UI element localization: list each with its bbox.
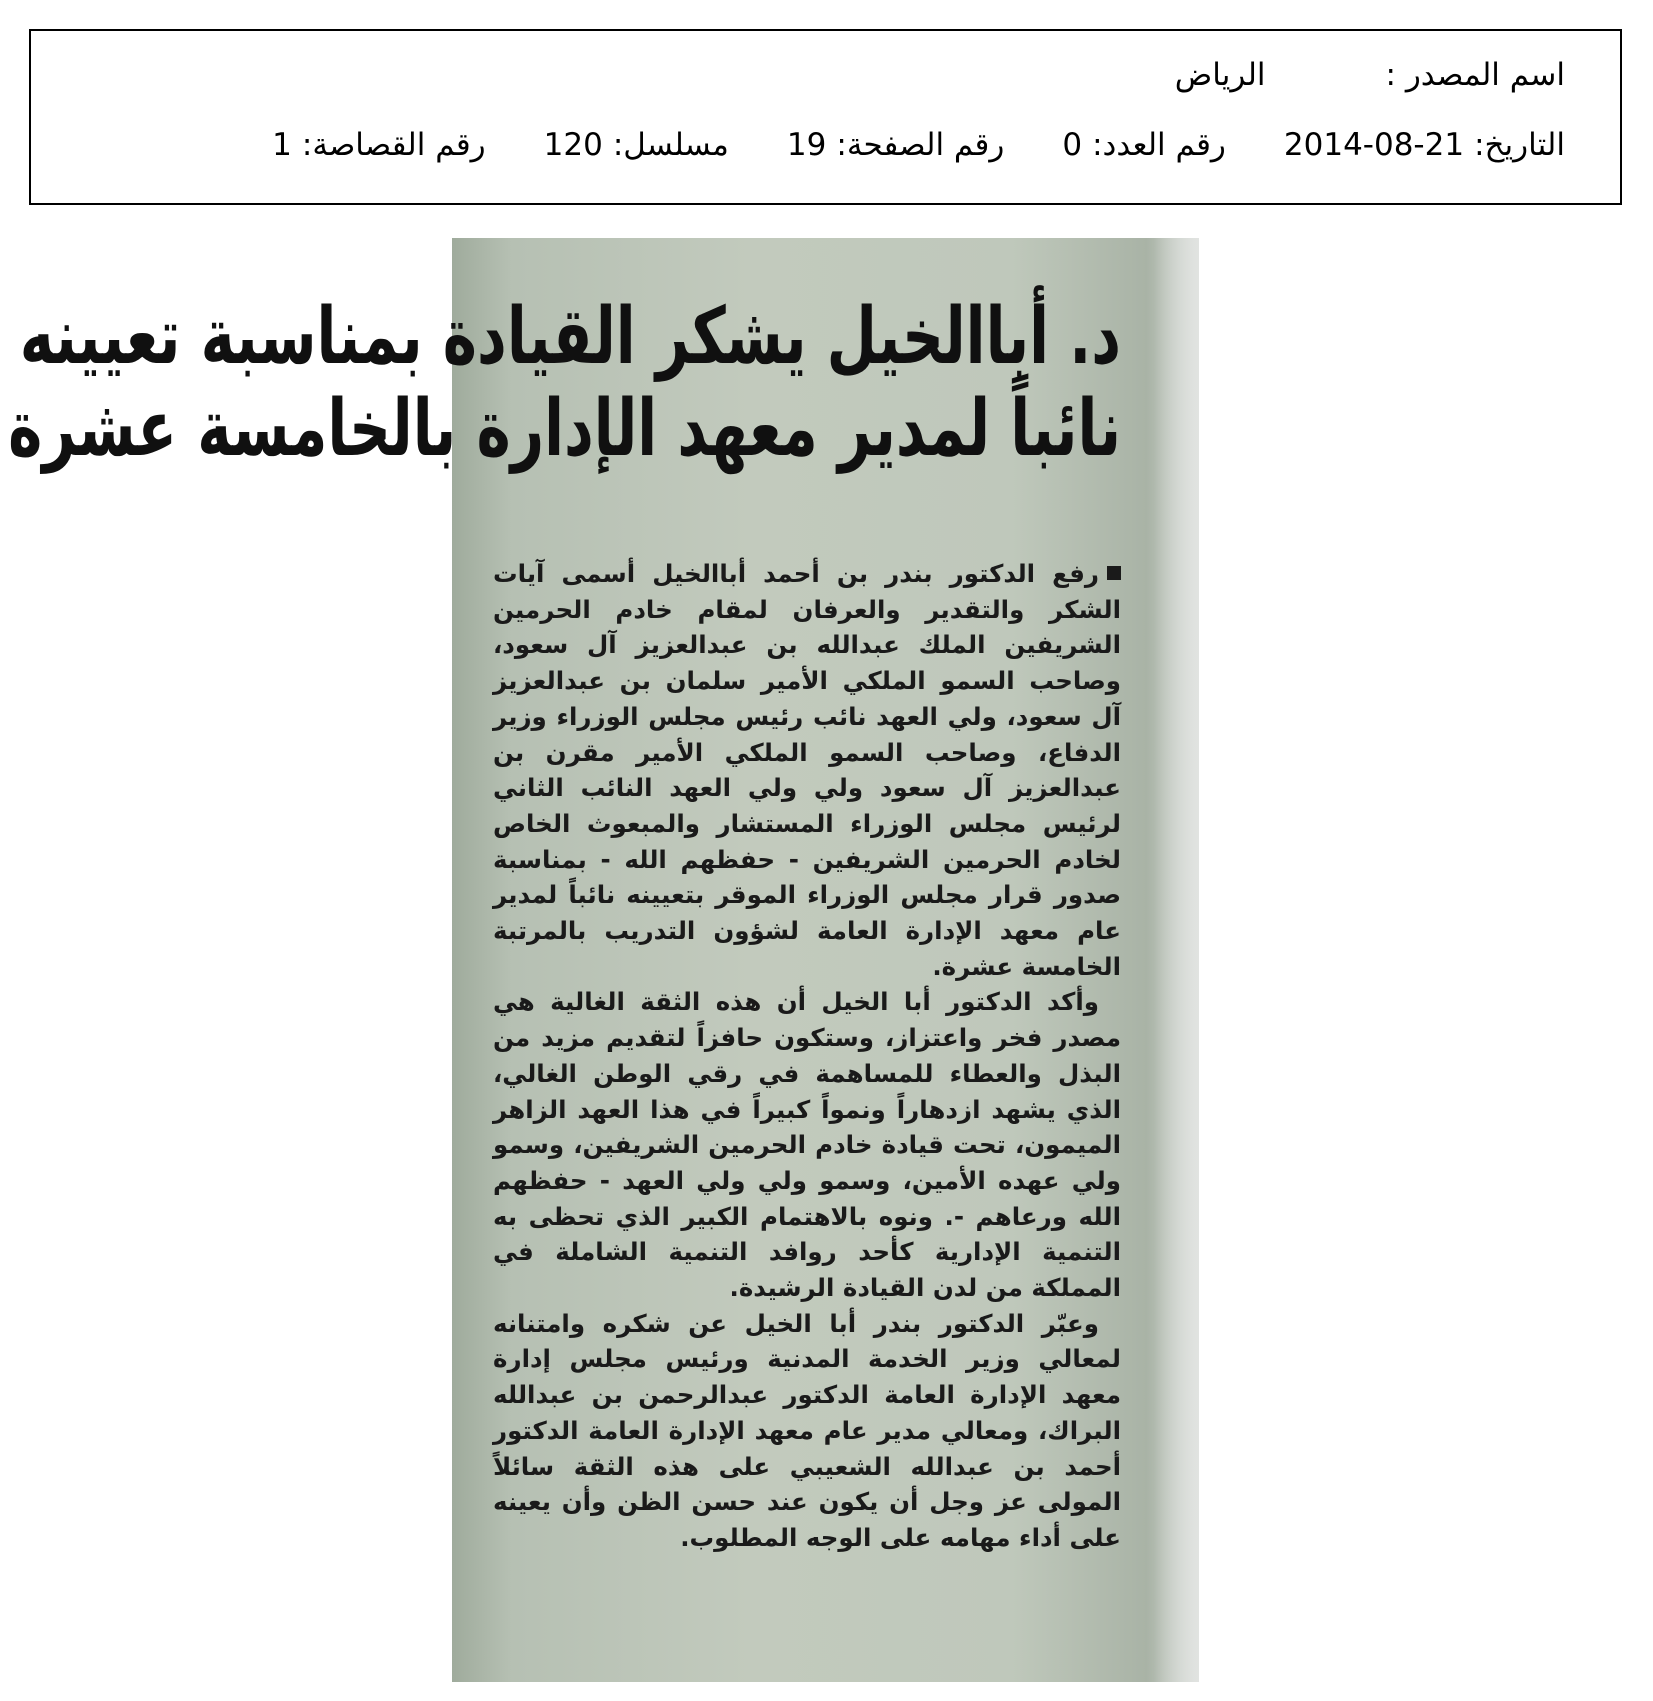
date-field: [1284, 127, 1565, 163]
date-value: 2014-08-21: [1283, 127, 1465, 163]
article-body: [493, 556, 1121, 1556]
article-paragraph-3: وعبّر الدكتور بندر أبا الخيل عن شكره وامتنانه لمعالي وزير الخدمة المدنية ورئيس مجلس إدارة معهد الإدارة العامة الدكتور عبدالرحمن بن عبدالله البراك، ومعالي مدير عام معهد الإدارة العامة الدكتور أحمد بن عبدالله الشعيبي على هذه الثقة سائلاً المولى عز وجل أن يكون عند حسن الظن وأن يعينه على أداء مهامه على الوجه المطلوب.: [493, 1308, 1121, 1552]
page-field: [787, 127, 1004, 163]
article-paragraph-2: وأكد الدكتور أبا الخيل أن هذه الثقة الغالية هي مصدر فخر واعتزاز، وستكون حافزاً لتقديم مزيد من البذل والعطاء للمساهمة في رقي الوطن الغالي، الذي يشهد ازدهاراً ونمواً كبيراً في هذا العهد الزاهر الميمون، تحت قيادة خادم الحرمين الشريفين، وسمو ولي عهده الأمين، وسمو ولي ولي العهد - حفظهم الله ورعاهم -. ونوه بالاهتمام الكبير الذي تحظى به التنمية الإدارية كأحد روافد التنمية الشاملة في المملكة من لدن القيادة الرشيدة.: [493, 987, 1121, 1303]
page-value: 19: [786, 127, 827, 163]
source-row: [1175, 57, 1565, 93]
serial-value: 120: [543, 127, 603, 163]
headline-line-1: د. أباالخيل يشكر القيادة بمناسبة تعيينه: [19, 290, 1121, 382]
issue-value: 0: [1062, 127, 1083, 163]
clip-field: [272, 127, 485, 163]
issue-field: [1062, 127, 1226, 163]
serial-field: [544, 127, 729, 163]
headline-line-2: نائباً لمدير معهد الإدارة بالخامسة عشرة: [8, 382, 1121, 474]
clip-value: 1: [272, 127, 292, 163]
clip-label: رقم القصاصة:: [301, 127, 486, 163]
page-label: رقم الصفحة:: [836, 127, 1005, 163]
article-headline: [8, 290, 1121, 474]
issue-label: رقم العدد:: [1092, 127, 1226, 163]
serial-label: مسلسل:: [612, 127, 729, 163]
source-value: الرياض: [1174, 57, 1266, 93]
clipping-metadata-box: [29, 29, 1622, 205]
paragraph-1-text: رفع الدكتور بندر بن أحمد أباالخيل أسمى آيات الشكر والتقدير والعرفان لمقام خادم الحرمين الشريفين الملك عبدالله بن عبدالعزيز آل سعود، وصاحب السمو الملكي الأمير سلمان بن عبدالعزيز آل سعود، ولي العهد نائب رئيس مجلس الوزراء وزير الدفاع، وصاحب السمو الملكي الأمير مقرن بن عبدالعزيز آل سعود ولي ولي العهد النائب الثاني لرئيس مجلس الوزراء المستشار والمبعوث الخاص لخادم الحرمين الشريفين - حفظهم الله - بمناسبة صدور قرار مجلس الوزراء الموقر بتعيينه نائباً لمدير عام معهد الإدارة العامة لشؤون التدريب بالمرتبة الخامسة عشرة.: [493, 559, 1121, 981]
details-row: [272, 127, 1565, 163]
article-paragraph-1: [493, 556, 1121, 984]
date-label: التاريخ:: [1474, 127, 1565, 163]
source-label: اسم المصدر :: [1385, 57, 1565, 93]
square-bullet-icon: [1107, 566, 1121, 580]
newspaper-clipping: [8, 238, 1199, 1682]
